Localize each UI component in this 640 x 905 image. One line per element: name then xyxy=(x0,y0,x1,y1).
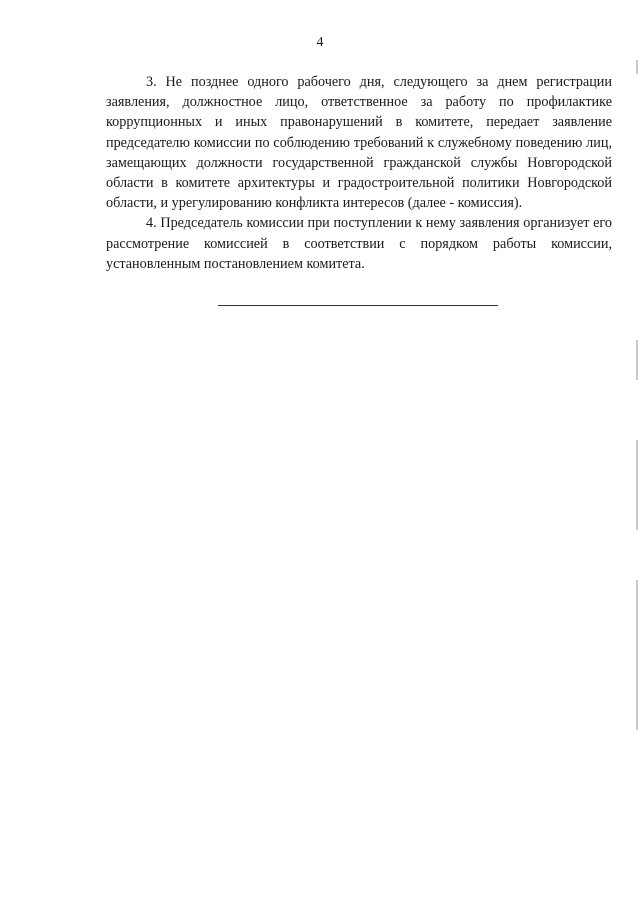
end-divider-line xyxy=(218,305,498,306)
paragraph-clause-3: 3. Не позднее одного рабочего дня, следующего за днем регистрации заявления, должностное лицо, ответственное за работу по профилактике коррупционных и иных правонарушений в комитете, передает заявление председателю комиссии по соблюдению требований к служебному поведению лиц, замещающих должности государственной гражданской службы Новгородской области в комитете архитектуры и градостроительной политики Новгородской области, и урегулированию конфликта интересов (далее - комиссия). xyxy=(106,74,612,212)
scan-speck xyxy=(636,580,638,730)
scan-speck xyxy=(636,440,638,530)
paragraph-clause-4: 4. Председатель комиссии при поступлении к нему заявления организует его рассмотрение комиссией в соответствии с порядком работы комиссии, установленным постановлением комитета. xyxy=(106,215,612,272)
document-body xyxy=(106,72,612,274)
page-number: 4 xyxy=(316,35,324,50)
scan-margin-artifacts xyxy=(634,60,638,740)
scan-speck xyxy=(636,340,638,380)
scan-speck xyxy=(636,60,638,74)
